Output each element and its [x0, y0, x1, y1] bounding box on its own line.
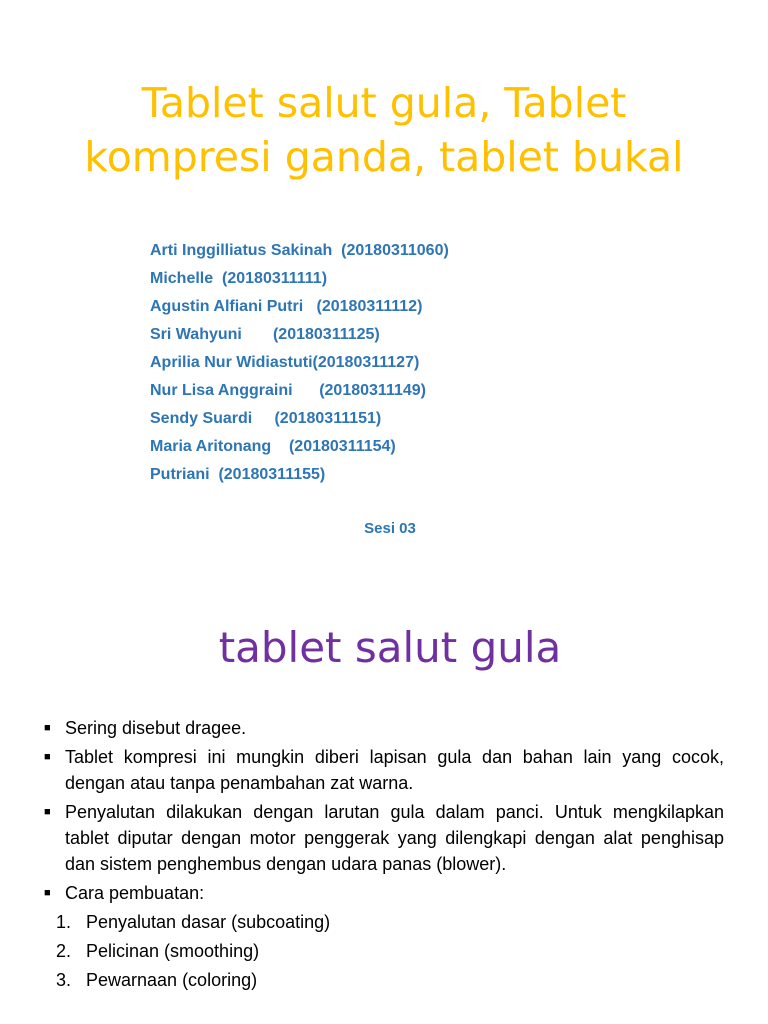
content-slide: [0, 575, 768, 1024]
member-item: Aprilia Nur Widiastuti(20180311127): [150, 354, 420, 371]
member-item: Arti Inggilliatus Sakinah (20180311060): [150, 242, 449, 259]
bullet-item: [44, 715, 724, 741]
step-number: 3.: [56, 970, 72, 990]
square-bullet-icon: ■: [44, 806, 51, 818]
session-label: Sesi 03: [364, 520, 416, 537]
step-text: Penyalutan dasar (subcoating): [86, 912, 331, 932]
numbered-item: [44, 967, 724, 993]
member-item: Sendy Suardi (20180311151): [150, 410, 382, 427]
step-number: 1.: [56, 912, 72, 932]
step-text: Pelicinan (smoothing): [86, 941, 260, 961]
bullet-text: Penyalutan dilakukan dengan larutan gula dalam panci. Untuk mengkilapkan tablet diputar dengan motor penggerak yang dilengkapi dengan alat penghisap dan sistem penghembus dengan udara panas (blower).: [65, 802, 724, 874]
bullet-item: [44, 799, 724, 877]
numbered-item: [44, 938, 724, 964]
square-bullet-icon: ■: [44, 751, 51, 763]
step-number: 2.: [56, 941, 72, 961]
member-item: Nur Lisa Anggraini (20180311149): [150, 382, 426, 399]
bullet-text: Tablet kompresi ini mungkin diberi lapisan gula dan bahan lain yang cocok, dengan atau tanpa penambahan zat warna.: [65, 747, 724, 793]
bullet-text: Cara pembuatan:: [65, 883, 205, 903]
square-bullet-icon: ■: [44, 722, 51, 734]
member-item: Michelle (20180311111): [150, 270, 328, 287]
member-item: Putriani (20180311155): [150, 466, 326, 483]
member-item: Maria Aritonang (20180311154): [150, 438, 396, 455]
bullet-text: Sering disebut dragee.: [65, 718, 247, 738]
bullet-item: [44, 744, 724, 796]
member-item: Agustin Alfiani Putri (20180311112): [150, 298, 423, 315]
numbered-item: [44, 909, 724, 935]
member-list: [150, 237, 449, 489]
slide-subtitle: tablet salut gula: [218, 623, 562, 672]
slide-title: Tablet salut gula, Tablet kompresi ganda, tablet bukal: [84, 79, 684, 181]
member-item: Sri Wahyuni (20180311125): [150, 326, 380, 343]
bullet-item: [44, 880, 724, 906]
square-bullet-icon: ■: [44, 887, 51, 899]
slide-body: [44, 715, 724, 996]
step-text: Pewarnaan (coloring): [86, 970, 258, 990]
